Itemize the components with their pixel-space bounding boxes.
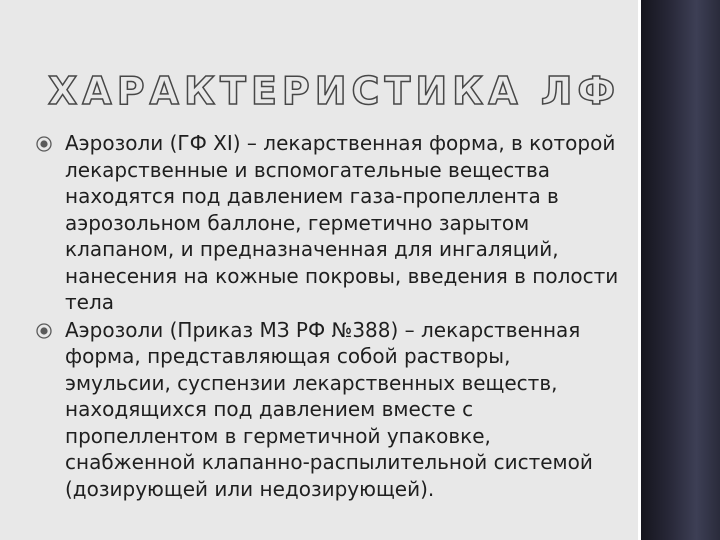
radio-target-icon: [36, 323, 52, 339]
bullet-list: [36, 130, 622, 503]
bullet-item-gf-xi: [36, 130, 622, 316]
bullet-text: Аэрозоли (ГФ XI) – лекарственная форма, в которой лекарственные и вспомогательные вещества находятся под давлением газа-пропеллента в аэрозольном баллоне, герметично зарытом клапаном, и предназначенная для ингаляций, нанесения на кожные покровы, введения в полости тела: [65, 131, 619, 314]
side-panel: [641, 0, 720, 540]
bullet-text: Аэрозоли (Приказ МЗ РФ №388) – лекарственная форма, представляющая собой растворы, эмульсии, суспензии лекарственных веществ, находящихся под давлением вместе с пропеллентом в герметичной упаковке, снабженной клапанно-распылительной системой (дозирующей или недозирующей).: [65, 317, 593, 501]
slide-title: ХАРАКТЕРИСТИКА ЛФ: [48, 69, 621, 113]
radio-target-icon: [36, 136, 52, 152]
bullet-item-prikaz-388: [36, 317, 622, 503]
